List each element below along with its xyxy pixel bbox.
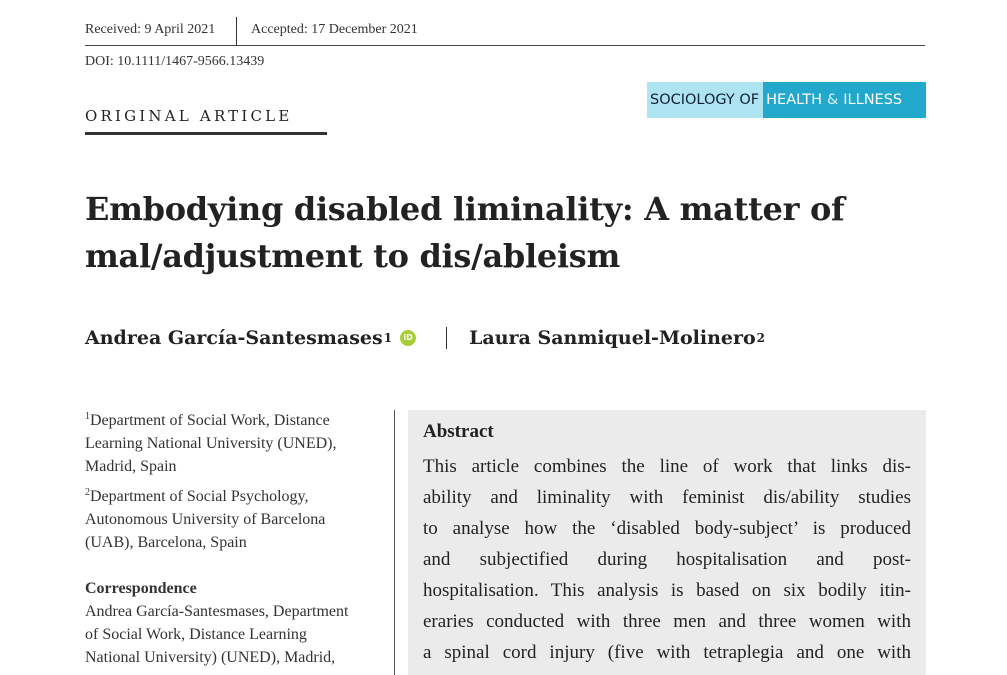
accepted-date: Accepted: 17 December 2021 — [251, 22, 418, 37]
affiliation-line: (UAB), Barcelona, Spain — [85, 534, 247, 551]
abstract-line: ability and liminality with feminist dis/ability studies — [423, 487, 911, 508]
affiliation-line: Madrid, Spain — [85, 458, 177, 475]
affiliation-line: Learning National University (UNED), — [85, 435, 337, 452]
abstract-line: hospitalisation. This analysis is based on six bodily itin- — [423, 580, 911, 601]
author-affiliation-mark: 2 — [756, 331, 766, 345]
abstract-line: eraries conducted with three men and three women with — [423, 611, 911, 632]
column-divider — [394, 410, 395, 675]
author-name[interactable]: Laura Sanmiquel-Molinero — [469, 327, 756, 349]
affiliation-mark: 2 — [85, 487, 90, 498]
author-name[interactable]: Andrea García-Santesmases — [85, 327, 383, 349]
affiliation-line: Department of Social Work, Distance — [90, 412, 330, 429]
correspondence-line: Andrea García-Santesmases, Department — [85, 603, 349, 620]
correspondence-line: of Social Work, Distance Learning — [85, 626, 307, 643]
abstract-line: This article combines the line of work that links dis- — [423, 456, 911, 477]
received-date: Received: 9 April 2021 — [85, 22, 216, 37]
correspondence-text — [85, 600, 348, 669]
author-list — [85, 327, 765, 349]
affiliation-mark: 1 — [85, 411, 90, 422]
affiliation-line: Autonomous University of Barcelona — [85, 511, 326, 528]
affiliation-2 — [85, 481, 325, 554]
author-separator — [446, 327, 447, 349]
abstract-text — [423, 451, 911, 668]
journal-name-health: HEALTH — [766, 92, 822, 108]
affiliation-line: Department of Social Psychology, — [90, 488, 309, 505]
journal-name-amp: & — [826, 92, 839, 108]
author-affiliation-mark: 1 — [383, 331, 393, 345]
header-rule — [85, 45, 925, 46]
journal-name-illness: ILLNESS — [843, 92, 903, 108]
affiliation-1 — [85, 405, 336, 478]
title-line: Embodying disabled liminality: A matter of — [85, 190, 845, 228]
orcid-icon[interactable]: iD — [400, 330, 416, 346]
title-line: mal/adjustment to dis/ableism — [85, 237, 621, 275]
article-type-underline — [85, 132, 327, 135]
abstract-line: and subjectified during hospitalisation and post- — [423, 549, 911, 570]
article-type-label: ORIGINAL ARTICLE — [85, 107, 293, 125]
journal-logo[interactable] — [647, 82, 926, 118]
correspondence-line: National University) (UNED), Madrid, — [85, 649, 336, 666]
correspondence-heading: Correspondence — [85, 580, 197, 597]
journal-name-part1: SOCIOLOGY OF — [647, 82, 763, 118]
article-title — [85, 186, 945, 280]
journal-name-part2 — [763, 82, 926, 118]
abstract-line: a spinal cord injury (five with tetraplegia and one with — [423, 642, 911, 663]
doi-link[interactable]: DOI: 10.1111/1467-9566.13439 — [85, 54, 265, 69]
abstract-line: to analyse how the ‘disabled body-subject’ is produced — [423, 518, 911, 539]
abstract-heading: Abstract — [423, 421, 494, 442]
header-separator — [236, 17, 237, 45]
